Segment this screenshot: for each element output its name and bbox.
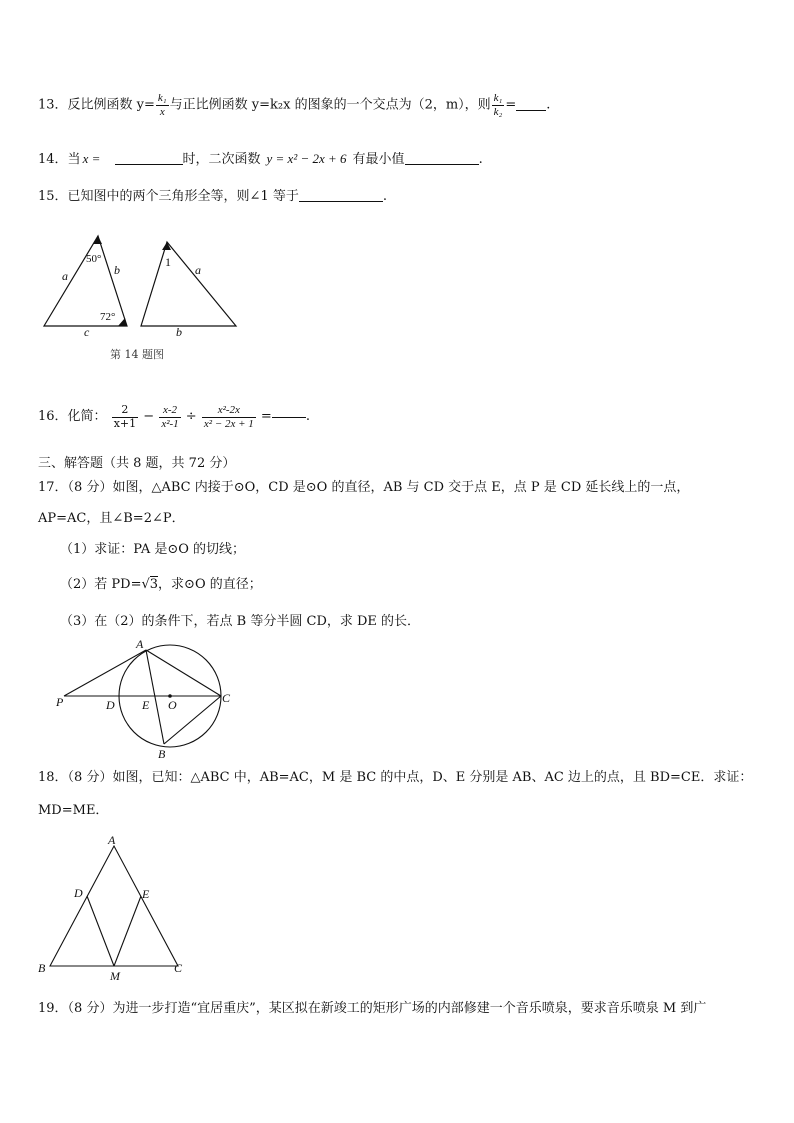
q16-period: . — [305, 408, 310, 424]
q13-answer-blank[interactable] — [516, 110, 546, 111]
q16-op-divide: ÷ — [185, 408, 197, 424]
fig17-label-o: O — [168, 698, 177, 712]
q13-text-1: 反比例函数 y= — [67, 97, 155, 113]
q15-period: . — [382, 189, 387, 204]
angle-marker-top — [93, 236, 102, 244]
q15-answer-blank[interactable] — [299, 201, 383, 202]
q16-number: 16． — [38, 408, 68, 424]
q14-blank-min[interactable] — [405, 164, 479, 165]
q16-text: 化简： — [67, 408, 107, 424]
q14-text-2: 时，二次函数 — [182, 152, 261, 167]
angle-marker-bottom-right — [118, 318, 127, 326]
triangle-right — [141, 242, 236, 326]
line-ac — [146, 650, 221, 696]
fig17-label-e: E — [142, 698, 150, 712]
q14-text-1: 当 — [67, 152, 81, 167]
section-heading-3: 三、解答题（共 8 题，共 72 分） — [38, 456, 236, 471]
fig17-label-p: P — [56, 695, 64, 709]
q17-sub-2-radicand: 3 — [149, 577, 159, 592]
fig17-label-b: B — [158, 747, 166, 761]
line-pa — [64, 650, 146, 696]
fig15-label-b-left: b — [114, 263, 120, 277]
fig15-label-a-left: a — [62, 269, 68, 283]
q13-text-2: 与正比例函数 y=k₂x 的图象的一个交点为（2，m），则 — [169, 97, 491, 113]
q14-text-3: 有最小值 — [352, 152, 405, 167]
fig15-label-a-right: a — [195, 263, 201, 277]
q13-fraction-k1-over-k2: $\frac{\text{k₁}}{\text{k₂}}$ — [493, 92, 503, 118]
fig15-label-b-right: b — [176, 325, 182, 339]
sqrt-symbol: √ — [141, 577, 150, 592]
figure-q18-triangle — [34, 832, 198, 980]
q17-line-2: AP=AC，且∠B=2∠P． — [38, 511, 185, 526]
question-13 — [38, 92, 550, 118]
line-dm — [87, 896, 114, 966]
q16-fraction-b: $\frac{x-2}{\text{x²-1}}$ — [161, 404, 179, 430]
q17-sub-3: （3）在（2）的条件下，若点 B 等分半圆 CD，求 DE 的长． — [60, 614, 421, 629]
fig15-label-c-left: c — [84, 325, 90, 339]
fig17-label-d: D — [106, 698, 115, 712]
q14-x-label: x = — [82, 151, 101, 166]
question-16 — [38, 404, 310, 430]
line-ab — [146, 650, 164, 744]
q16-fraction-a: $\frac{2}{x+1}$ — [113, 403, 137, 430]
q15-text: 已知图中的两个三角形全等，则∠1 等于 — [67, 189, 299, 204]
q13-equals: = — [505, 97, 517, 113]
q17-sub-2 — [60, 578, 262, 591]
fig15-angle-50: 50° — [86, 253, 102, 265]
q14-blank-x[interactable] — [115, 164, 183, 165]
fig18-label-b: B — [38, 961, 46, 975]
q16-equals: = — [260, 408, 272, 424]
question-15 — [38, 190, 387, 203]
line-em — [114, 896, 141, 966]
q14-period: . — [478, 152, 483, 167]
fig18-label-m: M — [110, 969, 120, 980]
q18-line-1: 18．（8 分）如图，已知：△ABC 中，AB=AC，M 是 BC 的中点，D、E 分别是 AB、AC 边上的点，且 BD=CE．求证： — [38, 770, 753, 785]
fig15-angle-1: 1 — [165, 255, 171, 269]
fig18-label-a: A — [108, 833, 116, 847]
fig17-label-a: A — [136, 637, 144, 651]
fig17-label-c: C — [222, 691, 231, 705]
q16-answer-blank[interactable] — [272, 417, 306, 418]
q17-line-1: 17．（8 分）如图，△ABC 内接于⊙O，CD 是⊙O 的直径，AB 与 CD 交于点 E，点 P 是 CD 延长线上的一点， — [38, 480, 690, 495]
fig15-caption: 第 14 题图 — [110, 348, 164, 361]
figure-q17-circle — [48, 636, 248, 764]
q14-number: 14． — [38, 152, 68, 167]
fig15-angle-72: 72° — [100, 311, 116, 323]
triangle-abc — [50, 846, 178, 966]
question-14 — [38, 152, 483, 166]
q19-line-1: 19．（8 分）为进一步打造“宜居重庆”，某区拟在新竣工的矩形广场的内部修建一个音乐喷泉，要求音乐喷泉 M 到广 — [38, 1001, 707, 1016]
q13-number: 13． — [38, 97, 68, 113]
fig18-label-e: E — [142, 887, 150, 901]
q17-sub-1: （1）求证：PA 是⊙O 的切线； — [60, 542, 246, 557]
fig18-label-c: C — [174, 961, 183, 975]
q16-fraction-c: $\frac{\text{x²-2x}}{\text{x² − 2x + 1}}$ — [203, 404, 254, 430]
fig18-label-d: D — [74, 886, 83, 900]
q18-line-2: MD=ME． — [38, 803, 109, 818]
q14-expression: y = x² − 2x + 6 — [266, 151, 347, 166]
q13-fraction-k1-over-x: $\frac{\text{k₁}}{x}$ — [157, 92, 167, 118]
q17-sub-2-text-a: （2）若 PD= — [60, 577, 142, 592]
q13-period: . — [546, 97, 551, 113]
q16-op-minus: − — [143, 408, 155, 424]
figure-q15-triangles — [30, 228, 260, 340]
q15-number: 15． — [38, 189, 68, 204]
q17-sub-2-text-b: ，求⊙O 的直径； — [158, 577, 262, 592]
